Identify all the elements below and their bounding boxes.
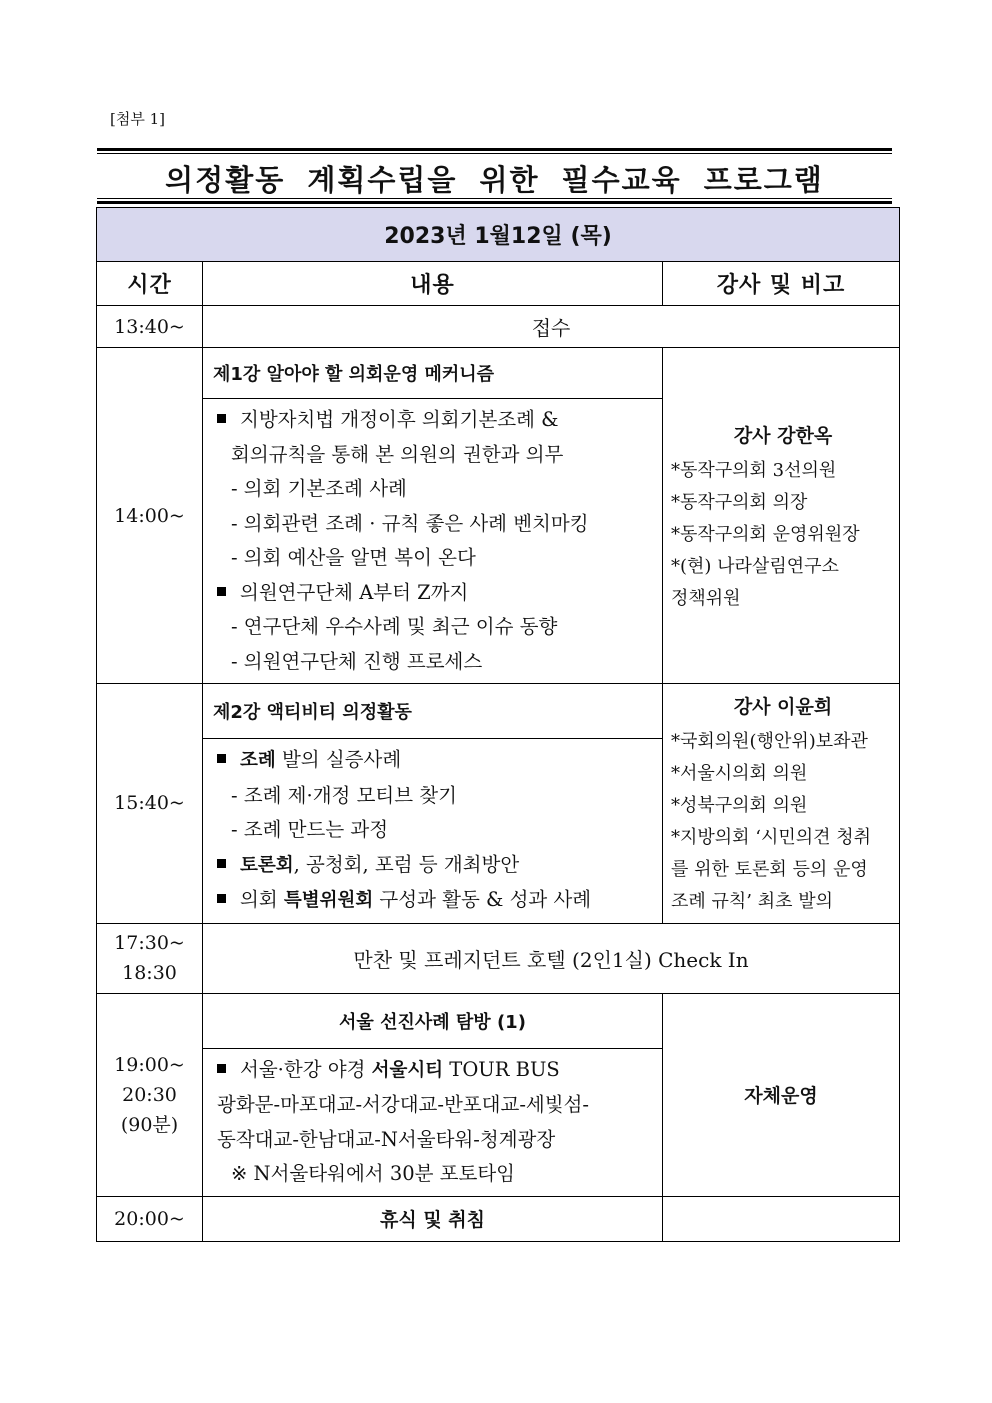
- list-item: - 의원연구단체 진행 프로세스: [231, 649, 483, 673]
- title-rule-bottom: [97, 198, 892, 204]
- square-bullet-icon: [217, 414, 226, 423]
- square-bullet-icon: [217, 894, 226, 903]
- registration-cell: 접수: [203, 306, 900, 348]
- square-bullet-icon: [217, 587, 226, 596]
- lecturer-note: *성북구의회 의원: [671, 795, 808, 817]
- lecturer-note: *(현) 나라살림연구소: [671, 555, 839, 577]
- lecturer-cell: 자체운영: [663, 993, 900, 1196]
- square-bullet-icon: [217, 754, 226, 763]
- rest-cell: 휴식 및 취침: [203, 1196, 663, 1241]
- time-cell: 15:40~: [97, 684, 203, 924]
- lecturer-name: 강사 이윤희: [733, 696, 833, 719]
- lecturer-note: *동작구의회 3선의원: [671, 459, 837, 481]
- time-cell: 20:00~: [97, 1196, 203, 1241]
- list-item: - 의회 예산을 알면 복이 온다: [231, 546, 476, 569]
- time-cell: 17:30~ 18:30: [97, 923, 203, 993]
- list-item: 토론회, 공청회, 포럼 등 개최방안: [217, 848, 662, 884]
- session-title: 제1강 알아야 할 의회운영 메커니즘: [203, 348, 663, 399]
- lecturer-cell: [663, 348, 900, 684]
- date-header: 2023년 1월12일 (목): [97, 208, 900, 262]
- attachment-label: [첨부 1]: [110, 110, 165, 128]
- lecturer-note: *동작구의회 의장: [671, 491, 808, 513]
- list-item: - 조례 제·개정 모티브 찾기: [231, 783, 457, 807]
- dinner-cell: 만찬 및 프레지던트 호텔 (2인1실) Check In: [203, 923, 900, 993]
- session-title: 서울 선진사례 탐방 (1): [203, 993, 663, 1048]
- list-item: 조례 발의 실증사례: [217, 743, 662, 779]
- session-content: [203, 399, 663, 684]
- list-item: 동작대교-한남대교-N서울타워-청계광장: [217, 1127, 556, 1151]
- page-title: 의정활동 계획수립을 위한 필수교육 프로그램: [165, 163, 824, 197]
- list-item: 지방자치법 개정이후 의회기본조례 &: [217, 403, 662, 438]
- lecturer-note: *국회의원(행안위)보좌관: [671, 731, 868, 753]
- lecturer-note: *서울시의회 의원: [671, 763, 808, 785]
- lecturer-name: 강사 강한옥: [733, 424, 833, 447]
- square-bullet-icon: [217, 859, 226, 868]
- session-content: [203, 739, 663, 924]
- list-item: 의원연구단체 A부터 Z까지: [217, 576, 662, 611]
- time-cell: 14:00~: [97, 348, 203, 684]
- lecturer-note: 조례 규칙’ 최초 발의: [671, 891, 833, 913]
- lecturer-note: *지방의회 ‘시민의견 청취: [671, 827, 872, 849]
- time-cell: 13:40~: [97, 306, 203, 348]
- list-item: - 의회관련 조례 · 규칙 좋은 사례 벤치마킹: [231, 511, 589, 535]
- header-time: 시간: [97, 262, 203, 306]
- lecturer-note: *동작구의회 운영위원장: [671, 523, 860, 545]
- time-cell: 19:00~ 20:30 (90분): [97, 993, 203, 1196]
- list-item: 의회 특별위원회 구성과 활동 & 성과 사례: [217, 883, 662, 919]
- list-item: - 조례 만드는 과정: [231, 818, 389, 841]
- list-item: ※ N서울타워에서 30분 포토타임: [231, 1162, 516, 1185]
- lecturer-cell: [663, 1196, 900, 1241]
- lecturer-note: 를 위한 토론회 등의 운영: [671, 859, 868, 881]
- session-content: [203, 1048, 663, 1196]
- lecturer-cell: [663, 684, 900, 924]
- list-item: - 의회 기본조례 사례: [231, 477, 407, 500]
- lecturer-note: 정책위원: [671, 587, 741, 609]
- list-item: 광화문-마포대교-서강대교-반포대교-세빛섬-: [217, 1093, 590, 1116]
- program-table: [96, 207, 900, 1242]
- title-block: [97, 148, 892, 204]
- square-bullet-icon: [217, 1064, 226, 1073]
- list-item: - 연구단체 우수사례 및 최근 이슈 동향: [231, 615, 558, 638]
- header-lecturer: 강사 및 비고: [663, 262, 900, 306]
- list-item: 회의규칙을 통해 본 의원의 권한과 의무: [231, 442, 564, 466]
- session-title: 제2강 액티비티 의정활동: [203, 684, 663, 739]
- list-item: 서울·한강 야경 서울시티 TOUR BUS: [217, 1053, 662, 1089]
- header-content: 내용: [203, 262, 663, 306]
